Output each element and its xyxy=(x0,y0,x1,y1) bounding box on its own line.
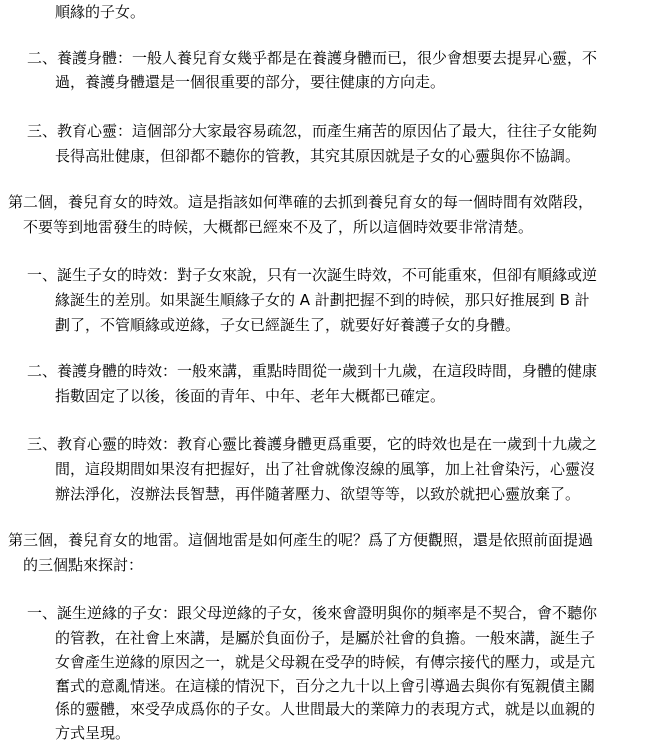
item-line: 女會產生逆緣的原因之一，就是父母親在受孕的時候，有傳宗接代的壓力，或是亢 xyxy=(55,653,596,671)
paragraph-line: 第二個，養兒育女的時效。這是指該如何準確的去抓到養兒育女的每一個時間有效階段， xyxy=(8,193,594,211)
item-line: 一、誕生逆緣的子女：跟父母逆緣的子女，後來會證明與你的頻率是不契合，會不聽你 xyxy=(27,604,598,622)
item-line: 方式呈現。 xyxy=(55,724,131,742)
item-line: 三、教育心靈的時效：教育心靈比養護身體更爲重要，它的時效也是在一歲到十九歲之 xyxy=(27,435,598,453)
item-line: 奮式的意亂情迷。在這樣的情況下，百分之九十以上會引導過去與你有冤親債主關 xyxy=(55,677,596,695)
item-line: 二、養護身體：一般人養兒育女幾乎都是在養護身體而已，很少會想要去提昇心靈，不 xyxy=(27,49,598,67)
continuation-line: 順緣的子女。 xyxy=(55,3,146,21)
item-line: 一、誕生子女的時效：對子女來說，只有一次誕生時效，不可能重來，但卻有順緣或逆 xyxy=(27,266,598,284)
item-line: 二、養護身體的時效：一般來講，重點時間從一歲到十九歲，在這段時間，身體的健康 xyxy=(27,362,598,380)
item-line: 係的靈體，來受孕成爲你的子女。人世間最大的業障力的表現方式，就是以血親的 xyxy=(55,700,596,718)
paragraph-line: 不要等到地雷發生的時候，大概都已經來不及了，所以這個時效要非常清楚。 xyxy=(23,218,534,236)
paragraph-line: 的三個點來探討： xyxy=(23,556,144,574)
item-line: 三、教育心靈：這個部分大家最容易疏忽，而產生痛苦的原因佔了最大，往往子女能夠 xyxy=(27,122,598,140)
item-line: 間，這段期間如果沒有把握好，出了社會就像沒線的風箏，加上社會染污，心靈沒 xyxy=(55,460,596,478)
item-line: 指數固定了以後，後面的青年、中年、老年大概都已確定。 xyxy=(55,387,446,405)
item-line: 過，養護身體還是一個很重要的部分，要往健康的方向走。 xyxy=(55,73,446,91)
item-line: 緣誕生的差別。如果誕生順緣子女的 A 計劃把握不到的時候，那只好推展到 B 計 xyxy=(55,291,590,309)
item-line: 劃了，不管順緣或逆緣，子女已經誕生了，就要好好養護子女的身體。 xyxy=(55,316,521,334)
item-line: 的管教，在社會上來講，是屬於負面份子，是屬於社會的負擔。一般來講，誕生子 xyxy=(55,629,596,647)
item-line: 辦法淨化，沒辦法長智慧，再伴隨著壓力、欲望等等，以致於就把心靈放棄了。 xyxy=(55,485,581,503)
paragraph-line: 第三個，養兒育女的地雷。這個地雷是如何產生的呢？爲了方便觀照，還是依照前面提過 xyxy=(8,531,594,549)
item-line: 長得高壯健康，但卻都不聽你的管教，其究其原因就是子女的心靈與你不協調。 xyxy=(55,147,581,165)
